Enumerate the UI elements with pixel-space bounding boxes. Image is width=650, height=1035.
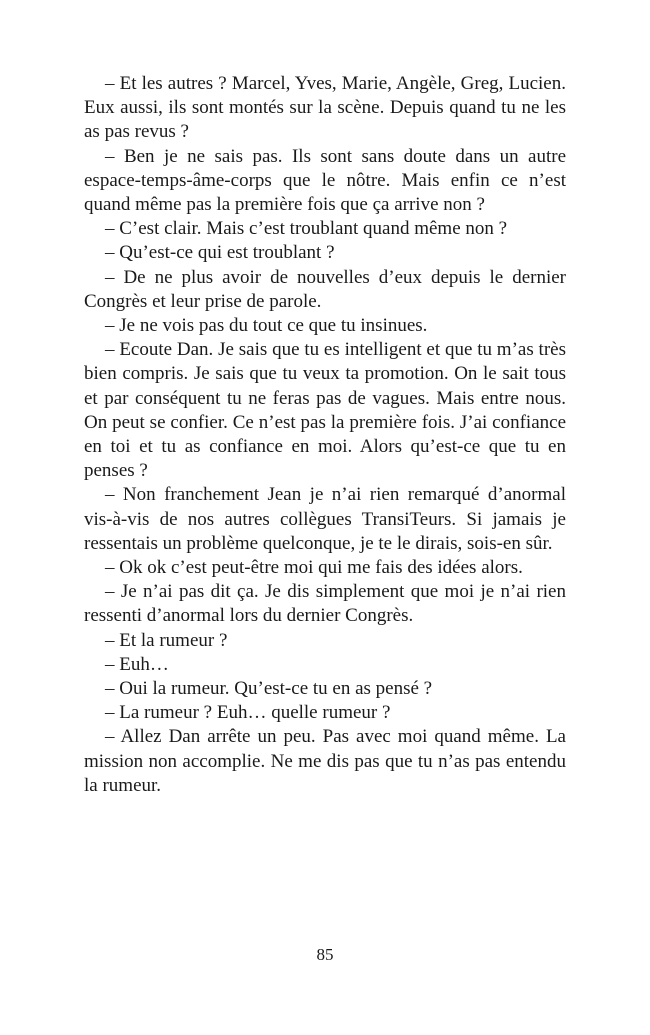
paragraph-3: – C’est clair. Mais c’est troublant quand même non ? xyxy=(105,218,508,240)
paragraph-2: – Ben je ne sais pas. Ils sont sans doute dans un autre espace-temps-âme-corps que le nôtre. Mais enfin ce n’est quand même pas la première fois que ça arrive non ? xyxy=(84,145,566,216)
paragraph-12: – Euh… xyxy=(105,653,169,675)
paragraph-8: – Non franchement Jean je n’ai rien remarqué d’anormal vis-à-vis de nos autres collègues TransiTeurs. Si jamais je ressentais un problème quelconque, je te le dirais, sois-en sûr. xyxy=(84,484,566,554)
paragraph-14: – La rumeur ? Euh… quelle rumeur ? xyxy=(105,702,391,724)
paragraph-7: – Ecoute Dan. Je sais que tu es intelligent et que tu m’as très bien compris. Je sais que tu veux ta promotion. On le sait tous et par conséquent tu ne feras pas de vagues. Mais entre nous. On peut se confier. Ce n’est pas la première fois. J’ai confiance en toi et tu as confiance en moi. Alors qu’est-ce que tu en penses ? xyxy=(84,339,566,482)
paragraph-6: – Je ne vois pas du tout ce que tu insinues. xyxy=(105,315,428,337)
page-number: 85 xyxy=(316,945,334,964)
paragraph-1: – Et les autres ? Marcel, Yves, Marie, Angèle, Greg, Lucien. Eux aussi, ils sont montés sur la scène. Depuis quand tu ne les as pas revus ? xyxy=(84,73,566,143)
paragraph-10: – Je n’ai pas dit ça. Je dis simplement que moi je n’ai rien ressenti d’anormal lors du dernier Congrès. xyxy=(84,581,566,627)
paragraph-11: – Et la rumeur ? xyxy=(105,629,228,651)
paragraph-9: – Ok ok c’est peut-être moi qui me fais des idées alors. xyxy=(105,557,523,579)
page-body xyxy=(84,72,566,798)
paragraph-5: – De ne plus avoir de nouvelles d’eux depuis le dernier Congrès et leur prise de parole. xyxy=(84,266,566,312)
paragraph-15: – Allez Dan arrête un peu. Pas avec moi quand même. La mission non accomplie. Ne me dis pas que tu n’as pas entendu la rumeur. xyxy=(84,726,566,796)
paragraph-13: – Oui la rumeur. Qu’est-ce tu en as pensé ? xyxy=(105,678,433,700)
paragraph-4: – Qu’est-ce qui est troublant ? xyxy=(105,242,335,264)
